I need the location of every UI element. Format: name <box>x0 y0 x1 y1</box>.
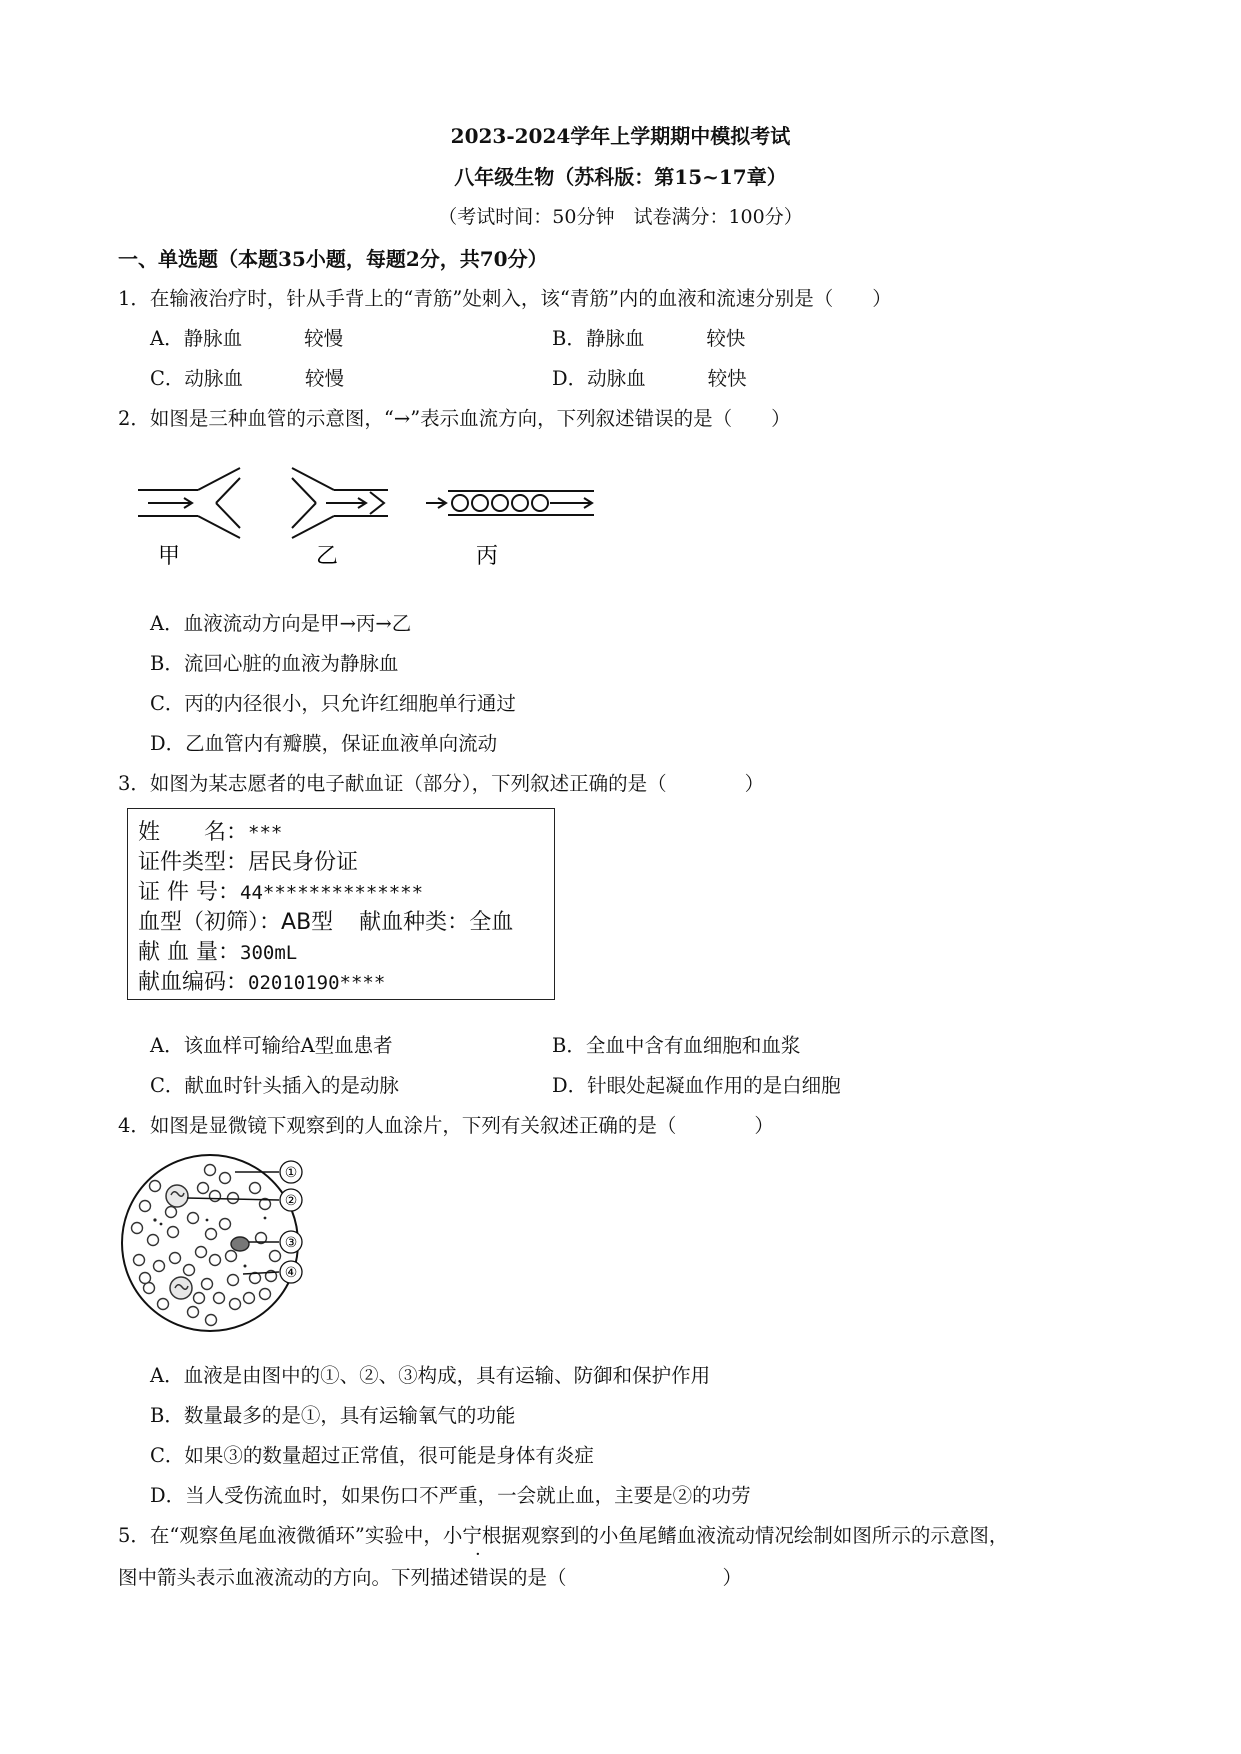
question-1-option-a: A．静脉血 较慢 <box>150 327 344 350</box>
card-name-row: 姓 名：*** <box>138 820 283 845</box>
red-blood-cell <box>150 1181 161 1192</box>
red-blood-cell <box>188 1213 199 1224</box>
red-blood-cell <box>194 1293 205 1304</box>
question-2-option-c: C．丙的内径很小，只允许红细胞单行通过 <box>150 692 516 715</box>
red-blood-cell <box>198 1183 209 1194</box>
red-blood-cell <box>260 1289 271 1300</box>
red-blood-cell <box>220 1173 231 1184</box>
card-id-number-row: 证 件 号：44************** <box>138 880 424 905</box>
red-blood-cell <box>188 1307 199 1318</box>
question-3-option-a: A．该血样可输给A型血患者 <box>150 1034 393 1057</box>
red-blood-cell <box>206 1315 217 1326</box>
red-blood-cell <box>210 1191 221 1202</box>
figure-label-3: ③ <box>284 1235 298 1251</box>
red-blood-cell <box>168 1227 179 1238</box>
question-5-stem-line1: 5．在“观察鱼尾血液微循环”实验中，小宁根据观察到的小鱼尾鳍血液流动情况绘制如图所示的示意图， <box>118 1524 1009 1547</box>
figure-label-2: ② <box>284 1193 298 1209</box>
vessel-bing <box>426 491 594 515</box>
question-2-option-d: D．乙血管内有瓣膜，保证血液单向流动 <box>150 732 498 755</box>
red-blood-cell <box>206 1229 217 1240</box>
red-blood-cell <box>158 1299 169 1310</box>
card-code-row: 献血编码：02010190**** <box>138 970 386 995</box>
vessel-yi <box>292 468 388 538</box>
red-blood-cell <box>226 1251 237 1262</box>
exam-info: （考试时间：50分钟 试卷满分：100分） <box>438 206 803 228</box>
card-blood-type-row: 血型（初筛）：AB型 献血种类：全血 <box>138 910 514 935</box>
figure-label-jia: 甲 <box>158 544 181 569</box>
red-blood-cell <box>210 1255 221 1266</box>
red-blood-cell <box>250 1183 261 1194</box>
question-2-option-a: A．血液流动方向是甲→丙→乙 <box>150 612 412 635</box>
figure-label-bing: 丙 <box>476 544 499 569</box>
question-4-option-b: B．数量最多的是①，具有运输氧气的功能 <box>150 1404 516 1427</box>
question-3-option-c: C．献血时针头插入的是动脉 <box>150 1074 399 1097</box>
question-1-option-d: D．动脉血 较快 <box>552 367 747 390</box>
card-id-type-row: 证件类型：居民身份证 <box>138 850 359 875</box>
red-blood-cell <box>170 1253 181 1264</box>
blood-vessel-diagram <box>130 460 610 580</box>
vessel-jia <box>138 468 240 538</box>
emphasis-wrong: 错误 <box>469 1566 509 1589</box>
card-volume-row: 献 血 量：300mL <box>138 940 298 965</box>
red-blood-cell <box>244 1293 255 1304</box>
red-blood-cell <box>140 1273 151 1284</box>
question-4-option-c: C．如果③的数量超过正常值，很可能是身体有炎症 <box>150 1444 594 1467</box>
question-3-option-d: D．针眼处起凝血作用的是白细胞 <box>552 1074 841 1097</box>
blood-donation-card <box>127 808 555 1000</box>
question-3-option-b: B．全血中含有血细胞和血浆 <box>552 1034 801 1057</box>
exam-subtitle: 八年级生物（苏科版：第15~17章） <box>454 165 787 189</box>
exam-title: 2023-2024学年上学期期中模拟考试 <box>450 124 791 148</box>
question-4-stem: 4．如图是显微镜下观察到的人血涂片，下列有关叙述正确的是（ ） <box>118 1114 774 1137</box>
question-5-stem-line2: 图中箭头表示血液流动的方向。下列描述错误的是（ ） <box>118 1562 742 1590</box>
question-2-stem: 2．如图是三种血管的示意图，“→”表示血流方向，下列叙述错误的是（ ） <box>118 407 791 430</box>
red-blood-cell <box>228 1275 239 1286</box>
red-blood-cell <box>184 1265 195 1276</box>
red-blood-cell <box>196 1247 207 1258</box>
red-blood-cell <box>148 1235 159 1246</box>
red-blood-cell <box>132 1223 143 1234</box>
red-blood-cell <box>228 1193 239 1204</box>
question-4-option-a: A．血液是由图中的①、②、③构成，具有运输、防御和保护作用 <box>150 1364 711 1387</box>
red-blood-cell <box>270 1251 281 1262</box>
red-blood-cell <box>154 1261 165 1272</box>
section-heading: 一、单选题（本题35小题，每题2分，共70分） <box>118 247 548 271</box>
question-4-option-d: D．当人受伤流血时，如果伤口不严重，一会就止血，主要是②的功劳 <box>150 1484 751 1507</box>
red-blood-cell <box>166 1207 177 1218</box>
red-blood-cell <box>140 1201 151 1212</box>
blood-smear-figure <box>115 1148 345 1338</box>
red-blood-cell <box>205 1165 216 1176</box>
figure-label-yi: 乙 <box>316 544 339 569</box>
white-blood-cell-large <box>231 1237 249 1251</box>
red-blood-cell <box>230 1299 241 1310</box>
question-3-stem: 3．如图为某志愿者的电子献血证（部分），下列叙述正确的是（ ） <box>118 772 765 795</box>
question-1-option-b: B．静脉血 较快 <box>552 327 746 350</box>
red-blood-cell <box>220 1219 231 1230</box>
question-1-stem: 1．在输液治疗时，针从手背上的“青筋”处刺入，该“青筋”内的血液和流速分别是（ ） <box>118 287 892 310</box>
question-1-option-c: C．动脉血 较慢 <box>150 367 344 390</box>
red-blood-cell <box>134 1255 145 1266</box>
red-blood-cell <box>202 1279 213 1290</box>
figure-label-1: ① <box>284 1165 298 1181</box>
question-2-option-b: B．流回心脏的血液为静脉血 <box>150 652 399 675</box>
red-blood-cell <box>214 1293 225 1304</box>
figure-label-4: ④ <box>284 1265 298 1281</box>
